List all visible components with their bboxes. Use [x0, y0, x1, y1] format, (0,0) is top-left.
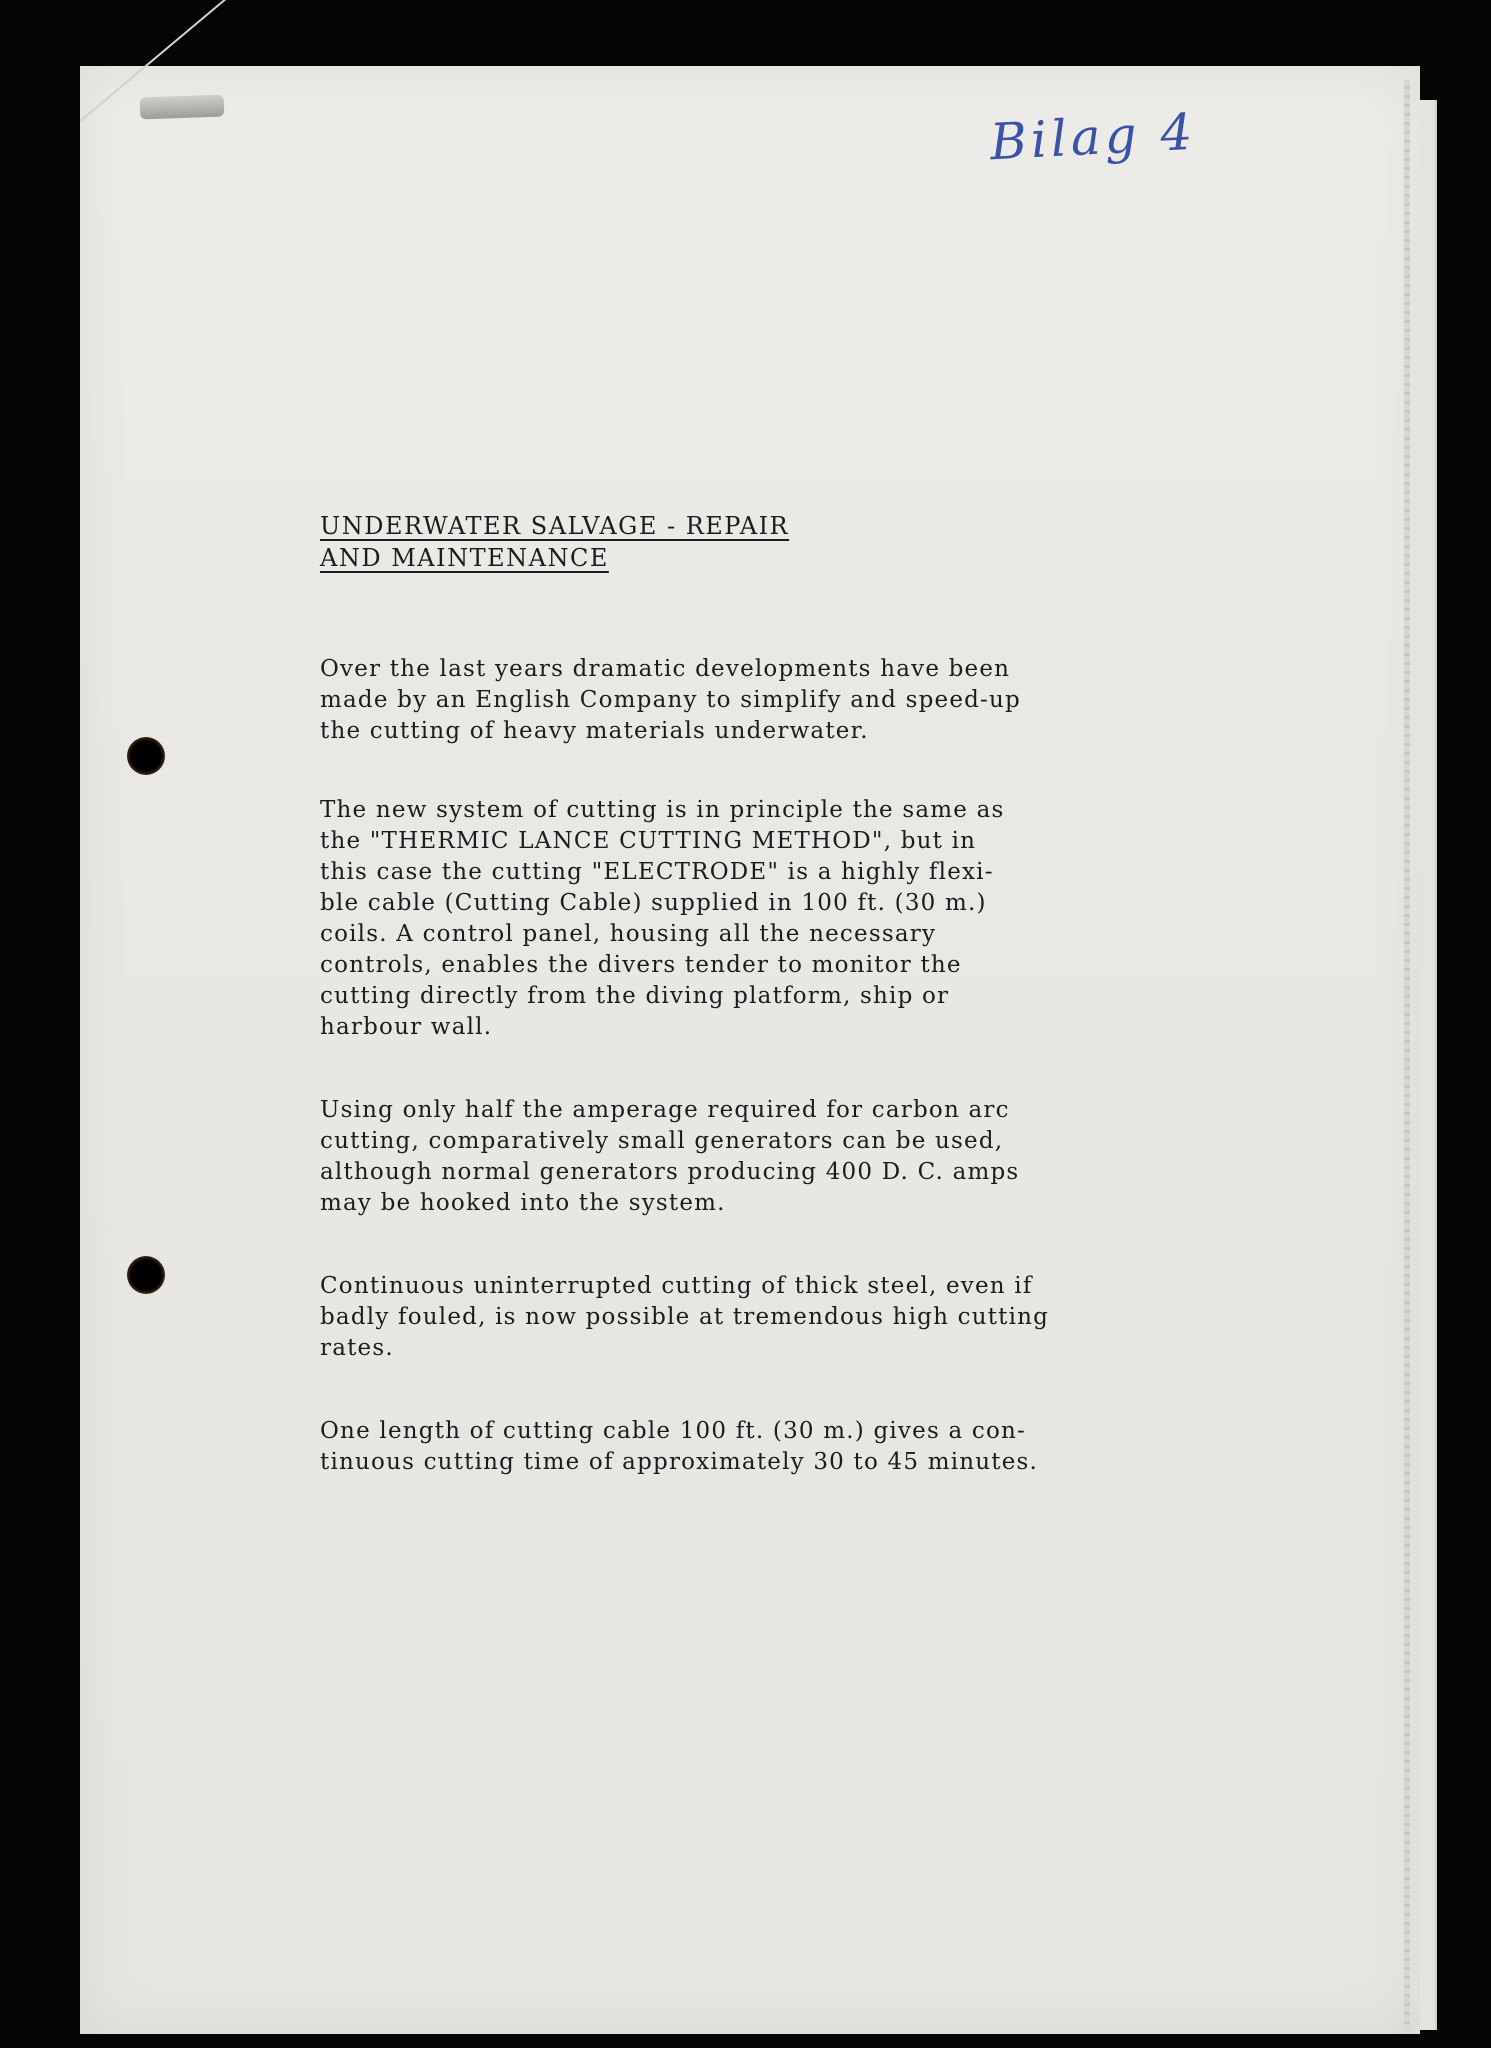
- punch-hole-icon: [127, 1256, 165, 1294]
- document-body: [320, 510, 1140, 1478]
- handwritten-annotation: Bilag 4: [988, 102, 1198, 172]
- staple-icon: [140, 95, 225, 120]
- title-line-2: AND MAINTENANCE: [320, 544, 609, 572]
- page-edge: [1404, 80, 1410, 2030]
- document-title: [320, 510, 1140, 574]
- paragraph-amperage: Using only half the amperage required for carbon arc cutting, comparatively small generators can be used, although normal generators producing 400 D. C. amps may be hooked into the system.: [320, 1097, 1020, 1216]
- title-line-1: UNDERWATER SALVAGE - REPAIR: [320, 512, 790, 540]
- paragraph-intro: Over the last years dramatic developments have been made by an English Company to simplify and speed-up the cutting of heavy materials underwater.: [320, 656, 1021, 744]
- paragraph-cutting-time: One length of cutting cable 100 ft. (30 m.) gives a con- tinuous cutting time of approximately 30 to 45 minutes.: [320, 1418, 1039, 1475]
- paragraph-continuous-cutting: Continuous uninterrupted cutting of thick steel, even if badly fouled, is now possible at tremendous high cutting rates.: [320, 1273, 1050, 1361]
- punch-hole-icon: [127, 737, 165, 775]
- paragraph-system: The new system of cutting is in principle the same as the "THERMIC LANCE CUTTING METHOD", but in this case the cutting "ELECTRODE" is a highly flexi- ble cable (Cutting Cable) supplied in 100 ft. (30 m.) coils. A control panel, housing all the necessary controls, enables the divers tender to monitor the cutting directly from the diving platform, ship or harbour wall.: [320, 797, 1005, 1040]
